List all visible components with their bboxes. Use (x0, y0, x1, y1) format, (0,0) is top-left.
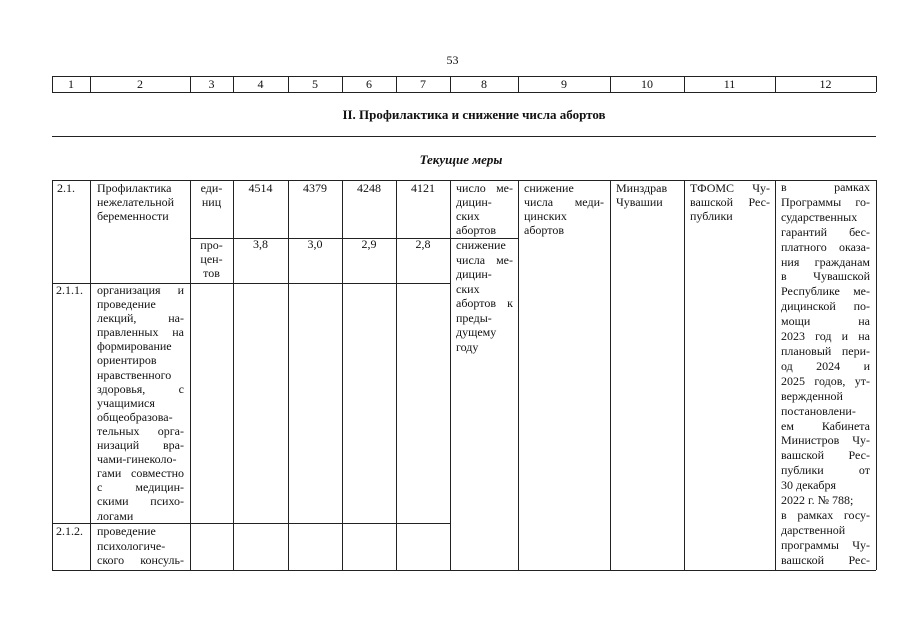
section-title: II. Профилактика и снижение числа абортов (342, 107, 606, 122)
financing-cell (781, 180, 870, 568)
text-line: еди- (200, 181, 223, 195)
text-line: ем Кабинета (781, 418, 870, 433)
measure-name (97, 181, 184, 223)
text-line: Профилактика (97, 181, 172, 195)
column-number: 7 (420, 77, 426, 91)
responsible-cell (616, 181, 678, 209)
text-line: в рамках госу- (781, 507, 870, 522)
text-line: плановый пери- (781, 343, 870, 358)
table-rule (450, 180, 451, 570)
text-line: логами (97, 508, 134, 523)
text-line: низаций вра- (97, 438, 184, 453)
column-number: 11 (723, 77, 736, 91)
column-number: 9 (561, 77, 567, 91)
column-number: 12 (819, 77, 832, 91)
table-rule (876, 180, 877, 570)
text-line: публики от (781, 463, 870, 478)
table-rule (52, 570, 876, 571)
text-line: здоровья, с (97, 381, 184, 396)
text-line: 2022 г. № 788; (781, 493, 854, 508)
text-line: цен- (200, 252, 223, 266)
text-line: гарантий бес- (781, 224, 870, 239)
text-line: дарственной (781, 522, 846, 537)
column-number: 6 (366, 77, 372, 91)
text-line: 30 декабря (781, 478, 837, 493)
value-cell: 2,8 (415, 237, 431, 251)
value-cell: 4248 (357, 181, 381, 195)
text-line: вержденной (781, 388, 843, 403)
text-line: снижение (524, 181, 574, 195)
text-line: про- (200, 238, 223, 252)
text-line: году (456, 339, 479, 354)
text-line: абортов (456, 223, 497, 237)
text-line: абортов к (456, 296, 513, 310)
text-line: правленных на (97, 325, 184, 340)
table-rule (775, 180, 776, 570)
text-line: гами совместно (97, 466, 184, 481)
text-line: 2025 годов, ут- (781, 373, 870, 388)
text-line: сударственных (781, 209, 858, 224)
table-rule (52, 180, 53, 570)
text-line: мощи на (781, 314, 870, 329)
value-cell: 4514 (248, 181, 273, 195)
text-line: цинских (524, 209, 567, 223)
column-number: 5 (312, 77, 318, 91)
text-line: тов (203, 266, 220, 280)
table-rule (52, 136, 876, 137)
indicator-cell (456, 238, 513, 354)
text-line: платного оказа- (781, 239, 870, 254)
text-line: число ме- (456, 181, 513, 195)
row-number: 2.1.1. (56, 283, 83, 297)
text-line: дущему (456, 325, 497, 339)
co-executor-cell (690, 181, 770, 223)
text-line: психологиче- (97, 538, 166, 553)
text-line: числа меди- (524, 195, 604, 209)
table-rule (52, 92, 876, 93)
text-line: общеобразова- (97, 409, 173, 424)
unit-cell (192, 238, 231, 280)
column-number: 8 (481, 77, 487, 91)
text-line: ских (456, 281, 480, 296)
text-line: ния гражданам (781, 254, 870, 269)
text-line: формирование (97, 339, 172, 354)
text-line: в рамках (781, 180, 870, 194)
text-line: преды- (456, 310, 492, 325)
text-line: публики (690, 209, 733, 223)
indicator-cell (456, 181, 513, 237)
text-line: числа ме- (456, 252, 513, 267)
text-line: од 2024 и (781, 358, 870, 373)
text-line: дицинской по- (781, 299, 870, 314)
text-line: с медицин- (97, 480, 184, 495)
value-cell: 3,0 (307, 237, 323, 251)
measure-name (97, 524, 184, 568)
text-line: 2023 год и на (781, 329, 870, 344)
subsection-title: Текущие меры (419, 152, 503, 167)
text-line: нежелательной (97, 195, 175, 209)
value-cell: 2,9 (361, 237, 377, 251)
table-rule (190, 180, 191, 570)
text-line: дицин- (456, 195, 492, 209)
row-number: 2.1.2. (56, 524, 83, 538)
column-number: 3 (208, 77, 215, 91)
text-line: вашской Рес- (781, 448, 870, 463)
text-line: вашской Рес- (781, 552, 870, 567)
text-line: лекций, на- (97, 311, 184, 326)
row-number: 2.1. (57, 181, 75, 195)
column-number: 2 (137, 77, 143, 91)
column-number: 4 (257, 77, 264, 91)
text-line: учащимися (97, 395, 155, 410)
table-rule (684, 180, 685, 570)
unit-cell (192, 181, 231, 209)
page-number: 53 (446, 53, 459, 67)
text-line: Программы го- (781, 194, 870, 209)
table-rule (610, 180, 611, 570)
text-line: проведение (97, 524, 156, 538)
column-number: 1 (68, 77, 74, 91)
table-rule (90, 180, 91, 570)
text-line: ских (456, 209, 480, 223)
text-line: постановлени- (781, 403, 856, 418)
text-line: чами-гинеколо- (97, 452, 177, 467)
text-line: проведение (97, 297, 156, 312)
text-line: дицин- (456, 267, 492, 281)
text-line: тельных орга- (97, 423, 184, 438)
text-line: программы Чу- (781, 537, 870, 552)
value-cell: 4121 (411, 181, 435, 195)
value-cell: 4379 (303, 181, 327, 195)
text-line: нравственного (97, 367, 172, 382)
column-number: 10 (641, 77, 653, 91)
text-line: в Чувашской (781, 269, 870, 284)
text-line: ниц (201, 195, 222, 209)
text-line: Минздрав (616, 181, 668, 195)
text-line: ТФОМС Чу- (690, 181, 770, 195)
text-line: ориентиров (97, 353, 157, 368)
text-line: Министров Чу- (781, 433, 870, 448)
table-rule (518, 180, 519, 570)
text-line: организация и (97, 283, 184, 297)
value-cell: 3,8 (253, 237, 268, 251)
measure-name (97, 283, 184, 523)
text-line: беременности (97, 209, 169, 223)
text-line: Республике ме- (781, 284, 870, 299)
text-line: скими психо- (97, 494, 184, 509)
text-line: Чувашии (616, 195, 663, 209)
text-line: снижение (456, 238, 506, 252)
table-rule (876, 76, 877, 92)
text-line: ского консуль- (97, 553, 184, 567)
text-line: абортов (524, 223, 565, 237)
result-cell (524, 181, 604, 237)
text-line: вашской Рес- (690, 195, 770, 209)
